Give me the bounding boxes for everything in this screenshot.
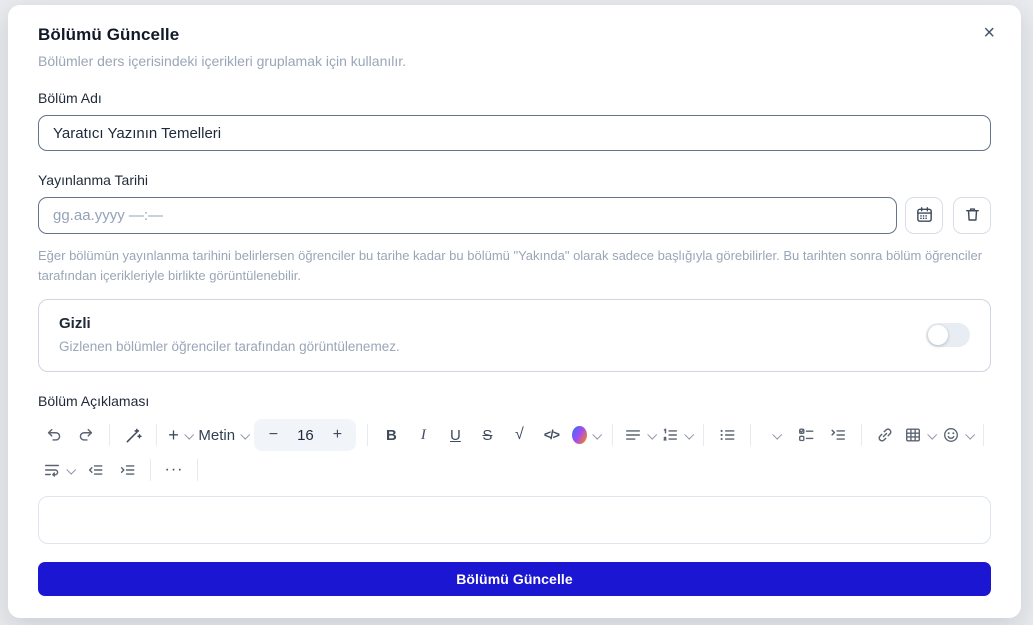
chevron-down-icon bbox=[184, 430, 194, 440]
font-size-decrease-button[interactable]: − bbox=[258, 421, 288, 449]
toolbar-divider bbox=[367, 424, 368, 446]
link-button[interactable] bbox=[870, 420, 900, 450]
chevron-down-icon bbox=[66, 465, 76, 475]
indent-button[interactable] bbox=[112, 455, 142, 485]
ordered-list-button[interactable] bbox=[659, 420, 695, 450]
code-icon: </> bbox=[543, 428, 559, 443]
redo-button[interactable] bbox=[71, 420, 101, 450]
toolbar-divider bbox=[983, 424, 984, 446]
indent-icon bbox=[118, 461, 136, 479]
toolbar-divider bbox=[703, 424, 704, 446]
toggle-knob bbox=[928, 325, 948, 345]
task-list-button[interactable] bbox=[791, 420, 821, 450]
code-button[interactable] bbox=[536, 420, 566, 450]
publish-date-label: Yayınlanma Tarihi bbox=[38, 172, 148, 188]
text-color-icon bbox=[572, 426, 587, 444]
hidden-toggle-description: Gizlenen bölümler öğrenciler tarafından görüntülenemez. bbox=[59, 339, 400, 355]
calendar-icon bbox=[915, 205, 934, 227]
section-name-label: Bölüm Adı bbox=[38, 90, 102, 106]
description-editor-area[interactable] bbox=[38, 496, 991, 544]
emoji-icon bbox=[942, 426, 960, 444]
strikethrough-icon: S bbox=[482, 426, 493, 444]
underline-icon: U bbox=[450, 426, 461, 444]
plus-icon: + bbox=[168, 424, 179, 445]
toggle-list-icon bbox=[829, 426, 847, 444]
chevron-down-icon bbox=[965, 430, 975, 440]
italic-button[interactable] bbox=[408, 420, 438, 450]
toolbar-divider bbox=[156, 424, 157, 446]
wrap-text-icon bbox=[43, 461, 61, 479]
publish-date-input[interactable] bbox=[38, 197, 897, 234]
publish-date-help: Eğer bölümün yayınlanma tarihini belirlersen öğrenciler bu tarihe kadar bu bölümü "Yakında" olarak sadece başlığıyla görebilirler. Bu tarihten sonra bölüm öğrenciler tarafından içerikleriyle birlikte görüntülenebilir. bbox=[38, 248, 983, 284]
hidden-toggle-switch[interactable] bbox=[926, 323, 970, 347]
chevron-down-icon bbox=[592, 430, 602, 440]
chevron-down-icon bbox=[647, 430, 657, 440]
italic-icon: I bbox=[420, 426, 426, 443]
toolbar-divider bbox=[197, 459, 198, 481]
publish-date-row bbox=[38, 197, 991, 234]
font-size-increase-button[interactable]: + bbox=[322, 421, 352, 449]
toolbar-divider bbox=[612, 424, 613, 446]
align-icon bbox=[624, 426, 642, 444]
math-icon: √ bbox=[515, 426, 524, 444]
undo-button[interactable] bbox=[39, 420, 69, 450]
modal-subtitle: Bölümler ders içerisindeki içerikleri gruplamak için kullanılır. bbox=[38, 53, 407, 69]
ai-wand-icon bbox=[124, 426, 143, 445]
paragraph-style-button[interactable] bbox=[197, 420, 249, 450]
toolbar-divider bbox=[109, 424, 110, 446]
close-icon[interactable]: × bbox=[979, 21, 999, 45]
rich-text-toolbar bbox=[38, 418, 991, 487]
toolbar-divider bbox=[861, 424, 862, 446]
update-section-modal bbox=[8, 5, 1021, 618]
insert-block-button[interactable] bbox=[165, 420, 195, 450]
toolbar-row-1 bbox=[38, 418, 991, 452]
update-section-button[interactable]: Bölümü Güncelle bbox=[38, 562, 991, 596]
more-icon: ··· bbox=[164, 461, 184, 479]
bullet-list-options-button[interactable] bbox=[759, 420, 789, 450]
table-button[interactable] bbox=[902, 420, 938, 450]
trash-icon bbox=[963, 205, 982, 227]
toolbar-row-2 bbox=[38, 453, 991, 487]
description-label: Bölüm Açıklaması bbox=[38, 393, 150, 410]
text-color-button[interactable] bbox=[568, 420, 604, 450]
calendar-button[interactable] bbox=[905, 197, 943, 234]
toolbar-divider bbox=[150, 459, 151, 481]
task-list-icon bbox=[797, 426, 815, 444]
hidden-section-card bbox=[38, 299, 991, 372]
modal-title: Bölümü Güncelle bbox=[38, 25, 180, 44]
bullet-list-icon bbox=[718, 426, 736, 444]
hidden-toggle-title: Gizli bbox=[59, 315, 91, 333]
ai-wand-button[interactable] bbox=[118, 420, 148, 450]
chevron-down-icon bbox=[772, 430, 782, 440]
emoji-button[interactable] bbox=[939, 420, 975, 450]
paragraph-style-label: Metin bbox=[198, 426, 236, 444]
chevron-down-icon bbox=[240, 430, 250, 440]
toolbar-divider bbox=[750, 424, 751, 446]
clear-date-button[interactable] bbox=[953, 197, 991, 234]
chevron-down-icon bbox=[927, 430, 937, 440]
bold-button[interactable] bbox=[376, 420, 406, 450]
table-icon bbox=[904, 426, 922, 444]
outdent-button[interactable] bbox=[80, 455, 110, 485]
font-size-value: 16 bbox=[297, 426, 314, 444]
redo-icon bbox=[77, 426, 95, 444]
outdent-icon bbox=[86, 461, 104, 479]
link-icon bbox=[876, 426, 894, 444]
ordered-list-icon bbox=[661, 426, 679, 444]
toggle-list-button[interactable] bbox=[823, 420, 853, 450]
strikethrough-button[interactable] bbox=[472, 420, 502, 450]
undo-icon bbox=[45, 426, 63, 444]
more-options-button[interactable] bbox=[159, 455, 189, 485]
bold-icon: B bbox=[386, 426, 397, 444]
wrap-text-button[interactable] bbox=[39, 455, 78, 485]
font-size-group bbox=[254, 419, 356, 451]
section-name-input[interactable] bbox=[38, 115, 991, 151]
align-button[interactable] bbox=[621, 420, 657, 450]
math-button[interactable] bbox=[504, 420, 534, 450]
chevron-down-icon bbox=[684, 430, 694, 440]
bullet-list-button[interactable] bbox=[712, 420, 742, 450]
underline-button[interactable] bbox=[440, 420, 470, 450]
